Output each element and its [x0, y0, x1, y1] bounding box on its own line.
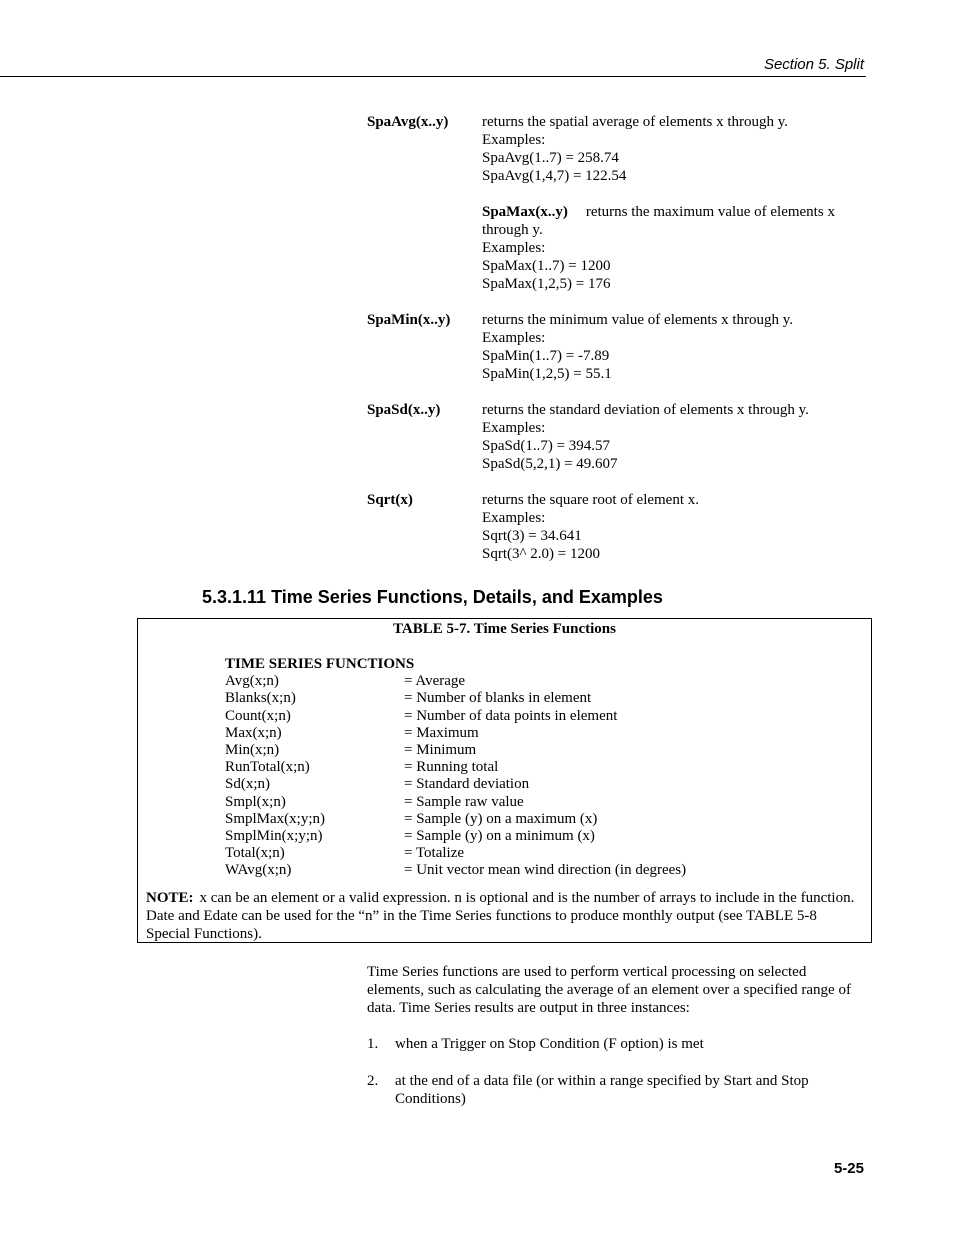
- function-description: = Unit vector mean wind direction (in degrees): [404, 862, 687, 879]
- table-row: [225, 811, 785, 828]
- table-row: [225, 673, 785, 690]
- definition-term: SpaMin(x..y): [367, 312, 451, 328]
- table-row: [225, 742, 785, 759]
- definition-line: through y.: [482, 222, 543, 238]
- table-caption: TABLE 5-7. Time Series Functions: [393, 621, 616, 637]
- function-description: = Sample raw value: [404, 793, 524, 810]
- list-item: [367, 1035, 862, 1053]
- table-row: [225, 725, 785, 742]
- list-text: at the end of a data file (or within a range specified by Start and Stop Conditions): [395, 1073, 809, 1107]
- function-name: Avg(x;n): [225, 673, 279, 690]
- note-text: x can be an element or a valid expression. n is optional and is the number of arrays to include in the function. Date and Edate can be used for the “n” in the Time Series functions to produce monthly output (see TABLE 5-8 Special Functions).: [146, 890, 855, 942]
- function-name: Sd(x;n): [225, 776, 270, 793]
- function-description: = Maximum: [404, 724, 479, 741]
- definition-term: SpaMax(x..y): [482, 204, 568, 220]
- definition-line: SpaMin(1..7) = -7.89: [482, 348, 610, 364]
- definition-term: SpaAvg(x..y): [367, 114, 449, 130]
- definition-spasd: [367, 401, 867, 473]
- function-description: = Totalize: [404, 845, 465, 862]
- definition-line: returns the square root of element x.: [482, 492, 700, 508]
- function-name: Count(x;n): [225, 707, 291, 724]
- function-name: Max(x;n): [225, 724, 282, 741]
- function-name: Total(x;n): [225, 845, 285, 862]
- function-name: SmplMax(x;y;n): [225, 810, 325, 827]
- function-list-heading: TIME SERIES FUNCTIONS: [225, 656, 415, 672]
- definition-line: SpaAvg(1..7) = 258.74: [482, 150, 619, 166]
- definition-sqrt: [367, 491, 867, 563]
- function-description: = Number of data points in element: [404, 707, 618, 724]
- list-number: 2.: [367, 1073, 379, 1089]
- definition-line: returns the spatial average of elements x through y.: [482, 114, 789, 130]
- table-row: [225, 759, 785, 776]
- function-name: Smpl(x;n): [225, 793, 286, 810]
- definition-line: Examples:: [482, 420, 546, 436]
- definition-line: Examples:: [482, 132, 546, 148]
- list-item: [367, 1072, 862, 1108]
- header-rule: [0, 76, 866, 77]
- table-row: [225, 690, 785, 707]
- definition-line: Sqrt(3) = 34.641: [482, 528, 582, 544]
- table-row: [225, 862, 785, 879]
- function-name: Blanks(x;n): [225, 690, 296, 707]
- definition-line: SpaAvg(1,4,7) = 122.54: [482, 168, 627, 184]
- function-description: = Minimum: [404, 742, 477, 759]
- function-name: SmplMin(x;y;n): [225, 828, 323, 845]
- definition-line: returns the maximum value of elements x: [585, 204, 835, 220]
- definition-spaavg: [367, 113, 867, 185]
- body-paragraph: Time Series functions are used to perform vertical processing on selected elements, such as calculating the average of an element over a specified range of data. Time Series results are output in three instances:: [367, 964, 851, 1016]
- definition-line: returns the minimum value of elements x through y.: [482, 312, 794, 328]
- body-text: [367, 963, 862, 1127]
- table-row: [225, 776, 785, 793]
- note-label: NOTE:: [146, 890, 194, 906]
- function-description: = Sample (y) on a minimum (x): [404, 828, 595, 845]
- function-description: = Sample (y) on a maximum (x): [404, 810, 598, 827]
- section-title: 5.3.1.11 Time Series Functions, Details, and Examples: [202, 587, 663, 607]
- definition-line: Examples:: [482, 330, 546, 346]
- definition-line: SpaMax(1,2,5) = 176: [482, 276, 611, 292]
- definition-line: returns the standard deviation of elements x through y.: [482, 402, 809, 418]
- function-name: WAvg(x;n): [225, 862, 292, 879]
- function-description: = Standard deviation: [404, 776, 530, 793]
- function-description: = Running total: [404, 759, 499, 776]
- definition-term: Sqrt(x): [367, 492, 413, 508]
- table-row: [225, 794, 785, 811]
- definition-line: SpaMin(1,2,5) = 55.1: [482, 366, 612, 382]
- function-definitions: [367, 113, 867, 581]
- definition-term: SpaSd(x..y): [367, 402, 441, 418]
- list-number: 1.: [367, 1036, 379, 1052]
- definition-line: SpaSd(5,2,1) = 49.607: [482, 456, 618, 472]
- definition-line: SpaSd(1..7) = 394.57: [482, 438, 611, 454]
- page-number: 5-25: [833, 1160, 864, 1177]
- function-description: = Average: [404, 673, 466, 690]
- table-note: [146, 889, 856, 943]
- time-series-table: [137, 618, 872, 943]
- definition-line: Examples:: [482, 240, 546, 256]
- definition-line: SpaMax(1..7) = 1200: [482, 258, 611, 274]
- table-row: [225, 845, 785, 862]
- function-list: [225, 656, 785, 880]
- table-row: [225, 828, 785, 845]
- list-text: when a Trigger on Stop Condition (F option) is met: [395, 1036, 704, 1052]
- function-name: Min(x;n): [225, 742, 280, 759]
- definition-line: Sqrt(3^ 2.0) = 1200: [482, 546, 600, 562]
- definition-line: Examples:: [482, 510, 546, 526]
- function-description: = Number of blanks in element: [404, 690, 592, 707]
- function-name: RunTotal(x;n): [225, 759, 310, 776]
- section-header: Section 5. Split: [763, 56, 864, 73]
- definition-spamin: [367, 311, 867, 383]
- definition-spamax: [367, 203, 867, 293]
- table-row: [225, 708, 785, 725]
